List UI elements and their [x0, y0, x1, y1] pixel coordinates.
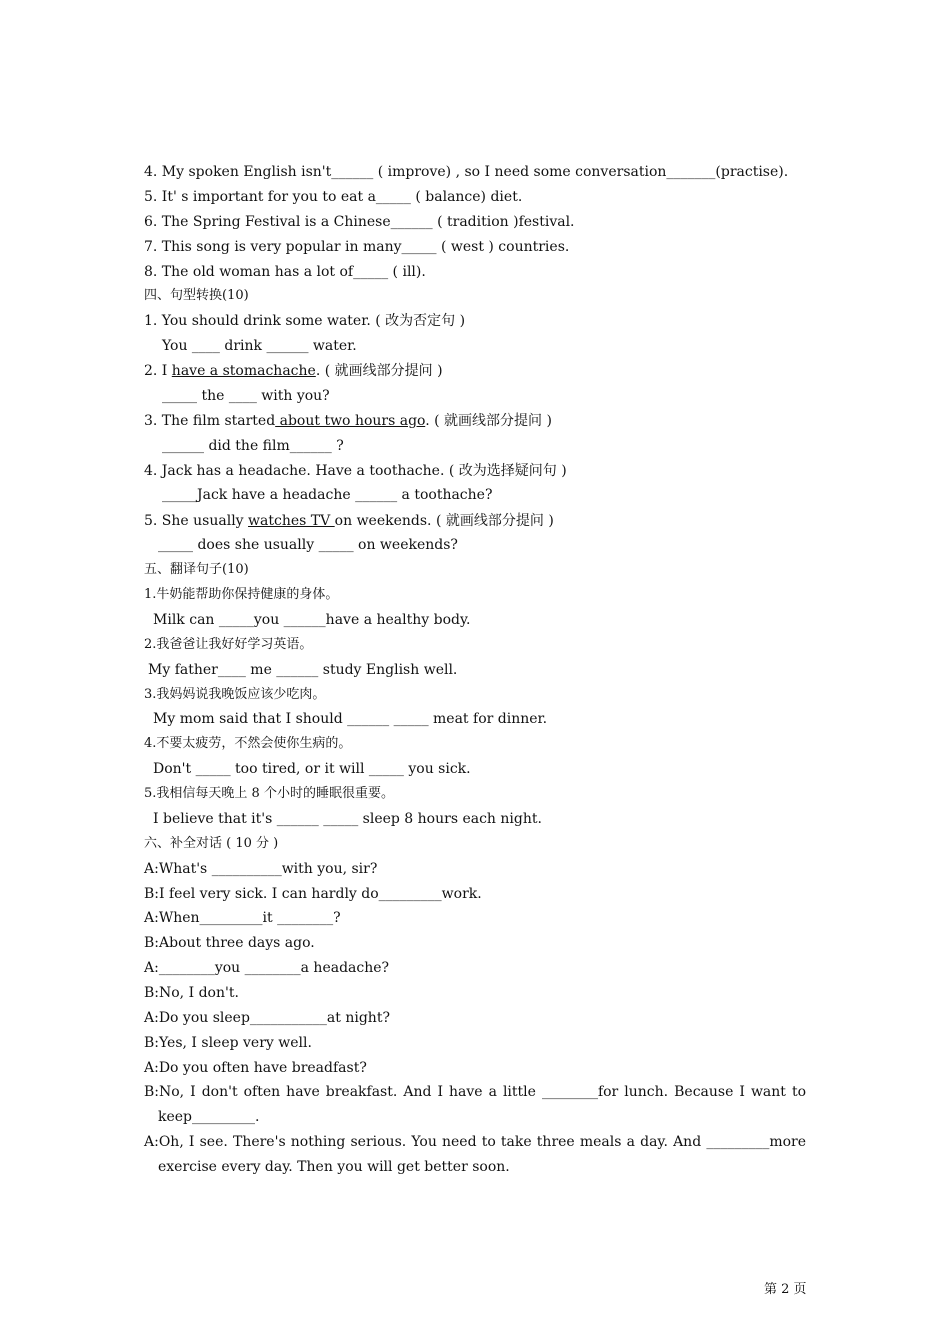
q2-underlined: have a stomachache — [171, 363, 316, 379]
transform-q3-answer: ______ did the film______ ? — [162, 438, 344, 454]
translation-4-english: Don't _____ too tired, or it will _____ you sick. — [153, 761, 471, 777]
q3-underlined: about two hours ago — [275, 413, 426, 429]
translation-3-english: My mom said that I should ______ _____ meat for dinner. — [153, 711, 548, 727]
transform-q2-answer: _____ the ____ with you? — [162, 388, 330, 404]
section-heading-dialogue: 六、补全对话 ( 10 分 ) — [144, 836, 279, 851]
section-heading-translation: 五、翻译句子(10) — [144, 562, 249, 577]
question-8: 8. The old woman has a lot of_____ ( ill). — [144, 264, 426, 280]
section-heading-sentence-transform: 四、句型转换(10) — [144, 288, 249, 303]
translation-5-chinese: 5.我相信每天晚上 8 个小时的睡眠很重要。 — [144, 786, 394, 801]
dialogue-line-continued: keep_________. — [158, 1109, 260, 1125]
transform-q4-answer: _____Jack have a headache ______ a toothache? — [162, 487, 493, 503]
dialogue-line: A:________you ________a headache? — [144, 960, 390, 976]
q5-prefix: 5. She usually — [144, 513, 249, 529]
transform-q2 — [144, 362, 808, 380]
translation-1-chinese: 1.牛奶能帮助你保持健康的身体。 — [144, 587, 339, 602]
transform-q4: 4. Jack has a headache. Have a toothache. ( 改为选择疑问句 ) — [144, 463, 567, 479]
translation-2-english: My father____ me ______ study English well. — [148, 662, 458, 678]
translation-2-chinese: 2.我爸爸让我好好学习英语。 — [144, 637, 313, 652]
translation-5-english: I believe that it's ______ _____ sleep 8 hours each night. — [153, 811, 542, 827]
q5-underlined: watches TV — [248, 513, 335, 529]
q5-suffix: on weekends. ( 就画线部分提问 ) — [334, 513, 554, 529]
transform-q1-answer: You ____ drink ______ water. — [162, 338, 357, 354]
page-number: 第 2 页 — [764, 1282, 807, 1297]
dialogue-line: B:No, I don't often have breakfast. And I have a little ________for lunch. Because I want to — [144, 1084, 806, 1100]
dialogue-line: A:What's __________with you, sir? — [144, 861, 378, 877]
dialogue-line: A:Oh, I see. There's nothing serious. You need to take three meals a day. And _________more — [144, 1134, 806, 1150]
question-5: 5. It' s important for you to eat a_____ ( balance) diet. — [144, 189, 523, 205]
translation-3-chinese: 3.我妈妈说我晚饭应该少吃肉。 — [144, 687, 326, 702]
question-7: 7. This song is very popular in many_____ ( west ) countries. — [144, 239, 570, 255]
q2-prefix: 2. I — [144, 363, 172, 379]
translation-4-chinese: 4.不要太疲劳，不然会使你生病的。 — [144, 736, 352, 751]
question-6: 6. The Spring Festival is a Chinese______ ( tradition )festival. — [144, 214, 575, 230]
q3-prefix: 3. The film started — [144, 413, 276, 429]
dialogue-line: A:When_________it ________? — [144, 910, 341, 926]
transform-q3 — [144, 412, 808, 430]
transform-q5-answer: _____ does she usually _____ on weekends? — [158, 537, 458, 553]
translation-1-english: Milk can _____you ______have a healthy body. — [153, 612, 471, 628]
dialogue-line: A:Do you sleep___________at night? — [144, 1010, 390, 1026]
transform-q5 — [144, 512, 808, 530]
dialogue-line: B:No, I don't. — [144, 985, 239, 1001]
dialogue-line: B:I feel very sick. I can hardly do_________work. — [144, 886, 482, 902]
q3-suffix: . ( 就画线部分提问 ) — [425, 413, 552, 429]
q2-suffix: . ( 就画线部分提问 ) — [315, 363, 443, 379]
dialogue-line: B:Yes, I sleep very well. — [144, 1035, 312, 1051]
dialogue-line: B:About three days ago. — [144, 935, 315, 951]
transform-q1: 1. You should drink some water. ( 改为否定句 ) — [144, 313, 466, 329]
dialogue-line-continued: exercise every day. Then you will get better soon. — [158, 1159, 510, 1175]
dialogue-line: A:Do you often have breadfast? — [144, 1060, 367, 1076]
question-4: 4. My spoken English isn't______ ( improve) , so I need some conversation_______(practise). — [144, 164, 789, 180]
